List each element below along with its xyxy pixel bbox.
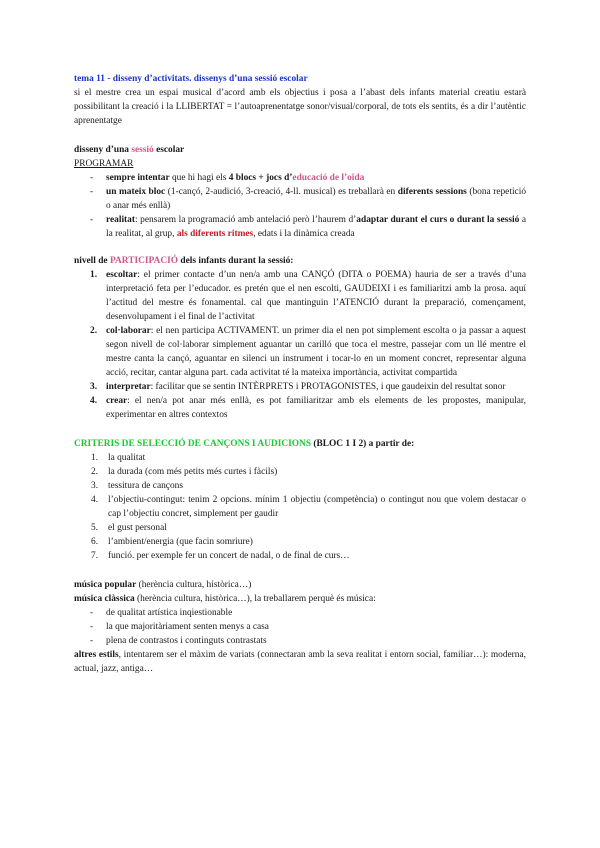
list-item: 1. la qualitat — [91, 453, 146, 463]
list-item: - la que majoritàriament senten menys a casa — [90, 622, 269, 632]
participacio-heading: nivell de PARTICIPACIÓ dels infants durant la sessió: — [74, 256, 294, 266]
document-body — [74, 72, 526, 676]
list-item: 3. tessitura de cançons — [91, 481, 183, 491]
list-item: 6. l’ambient/energia (que facin somriure) — [91, 537, 253, 547]
list-item: 4. l’objectiu-contingut: tenim 2 opcions. mínim 1 objectiu (competència) o contingut nou que volem destacar o cap l’objectiu concret, simplement per gaudir — [91, 495, 526, 519]
list-item: 7. funció. per exemple fer un concert de nadal, o de final de curs… — [91, 551, 350, 561]
programar-list — [74, 171, 526, 241]
criteris-heading: CRITERIS DE SELECCIÓ DE CANÇONS I AUDICIONS (BLOC 1 I 2) a partir de: — [74, 439, 415, 449]
disseny-heading: disseny d’una sessió escolar — [74, 145, 185, 155]
list-item: - un mateix bloc (1-cançó, 2-audició, 3-creació, 4-ll. musical) es treballarà en diferents sessions (bona repetició o anar més enllà) — [90, 187, 527, 211]
musica-classica-line: música clàssica (herència cultura, històrica…), la treballarem perquè és música: — [74, 594, 376, 604]
criteris-list — [74, 451, 526, 563]
list-item: - realitat: pensarem la programació amb antelació però l’haurem d’adaptar durant el curs o durant la sessió a la realitat, al grup, als diferents ritmes, edats i la dinàmica creada — [90, 215, 526, 239]
list-item: - de qualitat artística inqiestionable — [90, 608, 233, 618]
list-item: 3. interpretar: facilitar que se sentin INTÈRPRETS i PROTAGONISTES, i que gaudeixin del resultat sonor — [90, 382, 506, 392]
altres-estils-paragraph: altres estils, intentarem ser el màxim de variats (connectaran amb la seva realitat i entorn social, familiar…): moderna, actual, jazz, antiga… — [74, 650, 526, 674]
document-title: tema 11 - disseny d’activitats. dissenys d’una sessió escolar — [74, 74, 308, 84]
intro-paragraph: si el mestre crea un espai musical d’acord amb els objectius i posa a l’abast dels infants material creatiu estarà possibilitant la creació i la LLIBERTAT = l’autoaprenentatge sonor/visual/corporal, de tots els sentits, és a dir l’autèntic aprenentatge — [74, 88, 526, 126]
list-item: - plena de contrastos i continguts contrastats — [90, 636, 267, 646]
list-item: - sempre intentar que hi hagi els 4 blocs + jocs d’educació de l’oïda — [90, 173, 365, 183]
participacio-list — [74, 268, 526, 422]
list-item: 2. col·laborar: el nen participa ACTIVAMENT. un primer dia el nen pot simplement escolta o ja passar a aquest segon nivell de col·laborar simplement aguantar un carilló que toca el mestre, passejar com un llé mentre el mestre canta la cançó, aguantar en silenci un instrument i tocar-lo en un moment concret, representar alguna acció, recitar, cantar alguna part. cada activitat té la mateixa importància, activitat compartida — [90, 326, 526, 378]
list-item: 1. escoltar: el primer contacte d’un nen/a amb una CANÇÓ (DITA o POEMA) hauria de ser a través d’una interpretació feta per l’educador. es pretén que el nen escolti, GAUDEIXI i es familiaritzi amb la prosa. aquí l’actitud del mestre és fonamental. cal que mantinguin l’ATENCIÓ durant la preparació, començament, desenvolupament i el final de l’activitat — [90, 270, 526, 322]
musica-classica-list — [74, 606, 526, 648]
list-item: 5. el gust personal — [91, 523, 167, 533]
list-item: 4. crear: el nen/a pot anar més enllà, es pot familiaritzar amb els elements de les propostes, manipular, experimentar en altres contextos — [90, 396, 526, 420]
programar-subheading: PROGRAMAR — [74, 159, 134, 169]
musica-popular-line: música popular (herència cultura, històrica…) — [74, 580, 252, 590]
list-item: 2. la durada (com més petits més curtes i fàcils) — [91, 467, 278, 477]
